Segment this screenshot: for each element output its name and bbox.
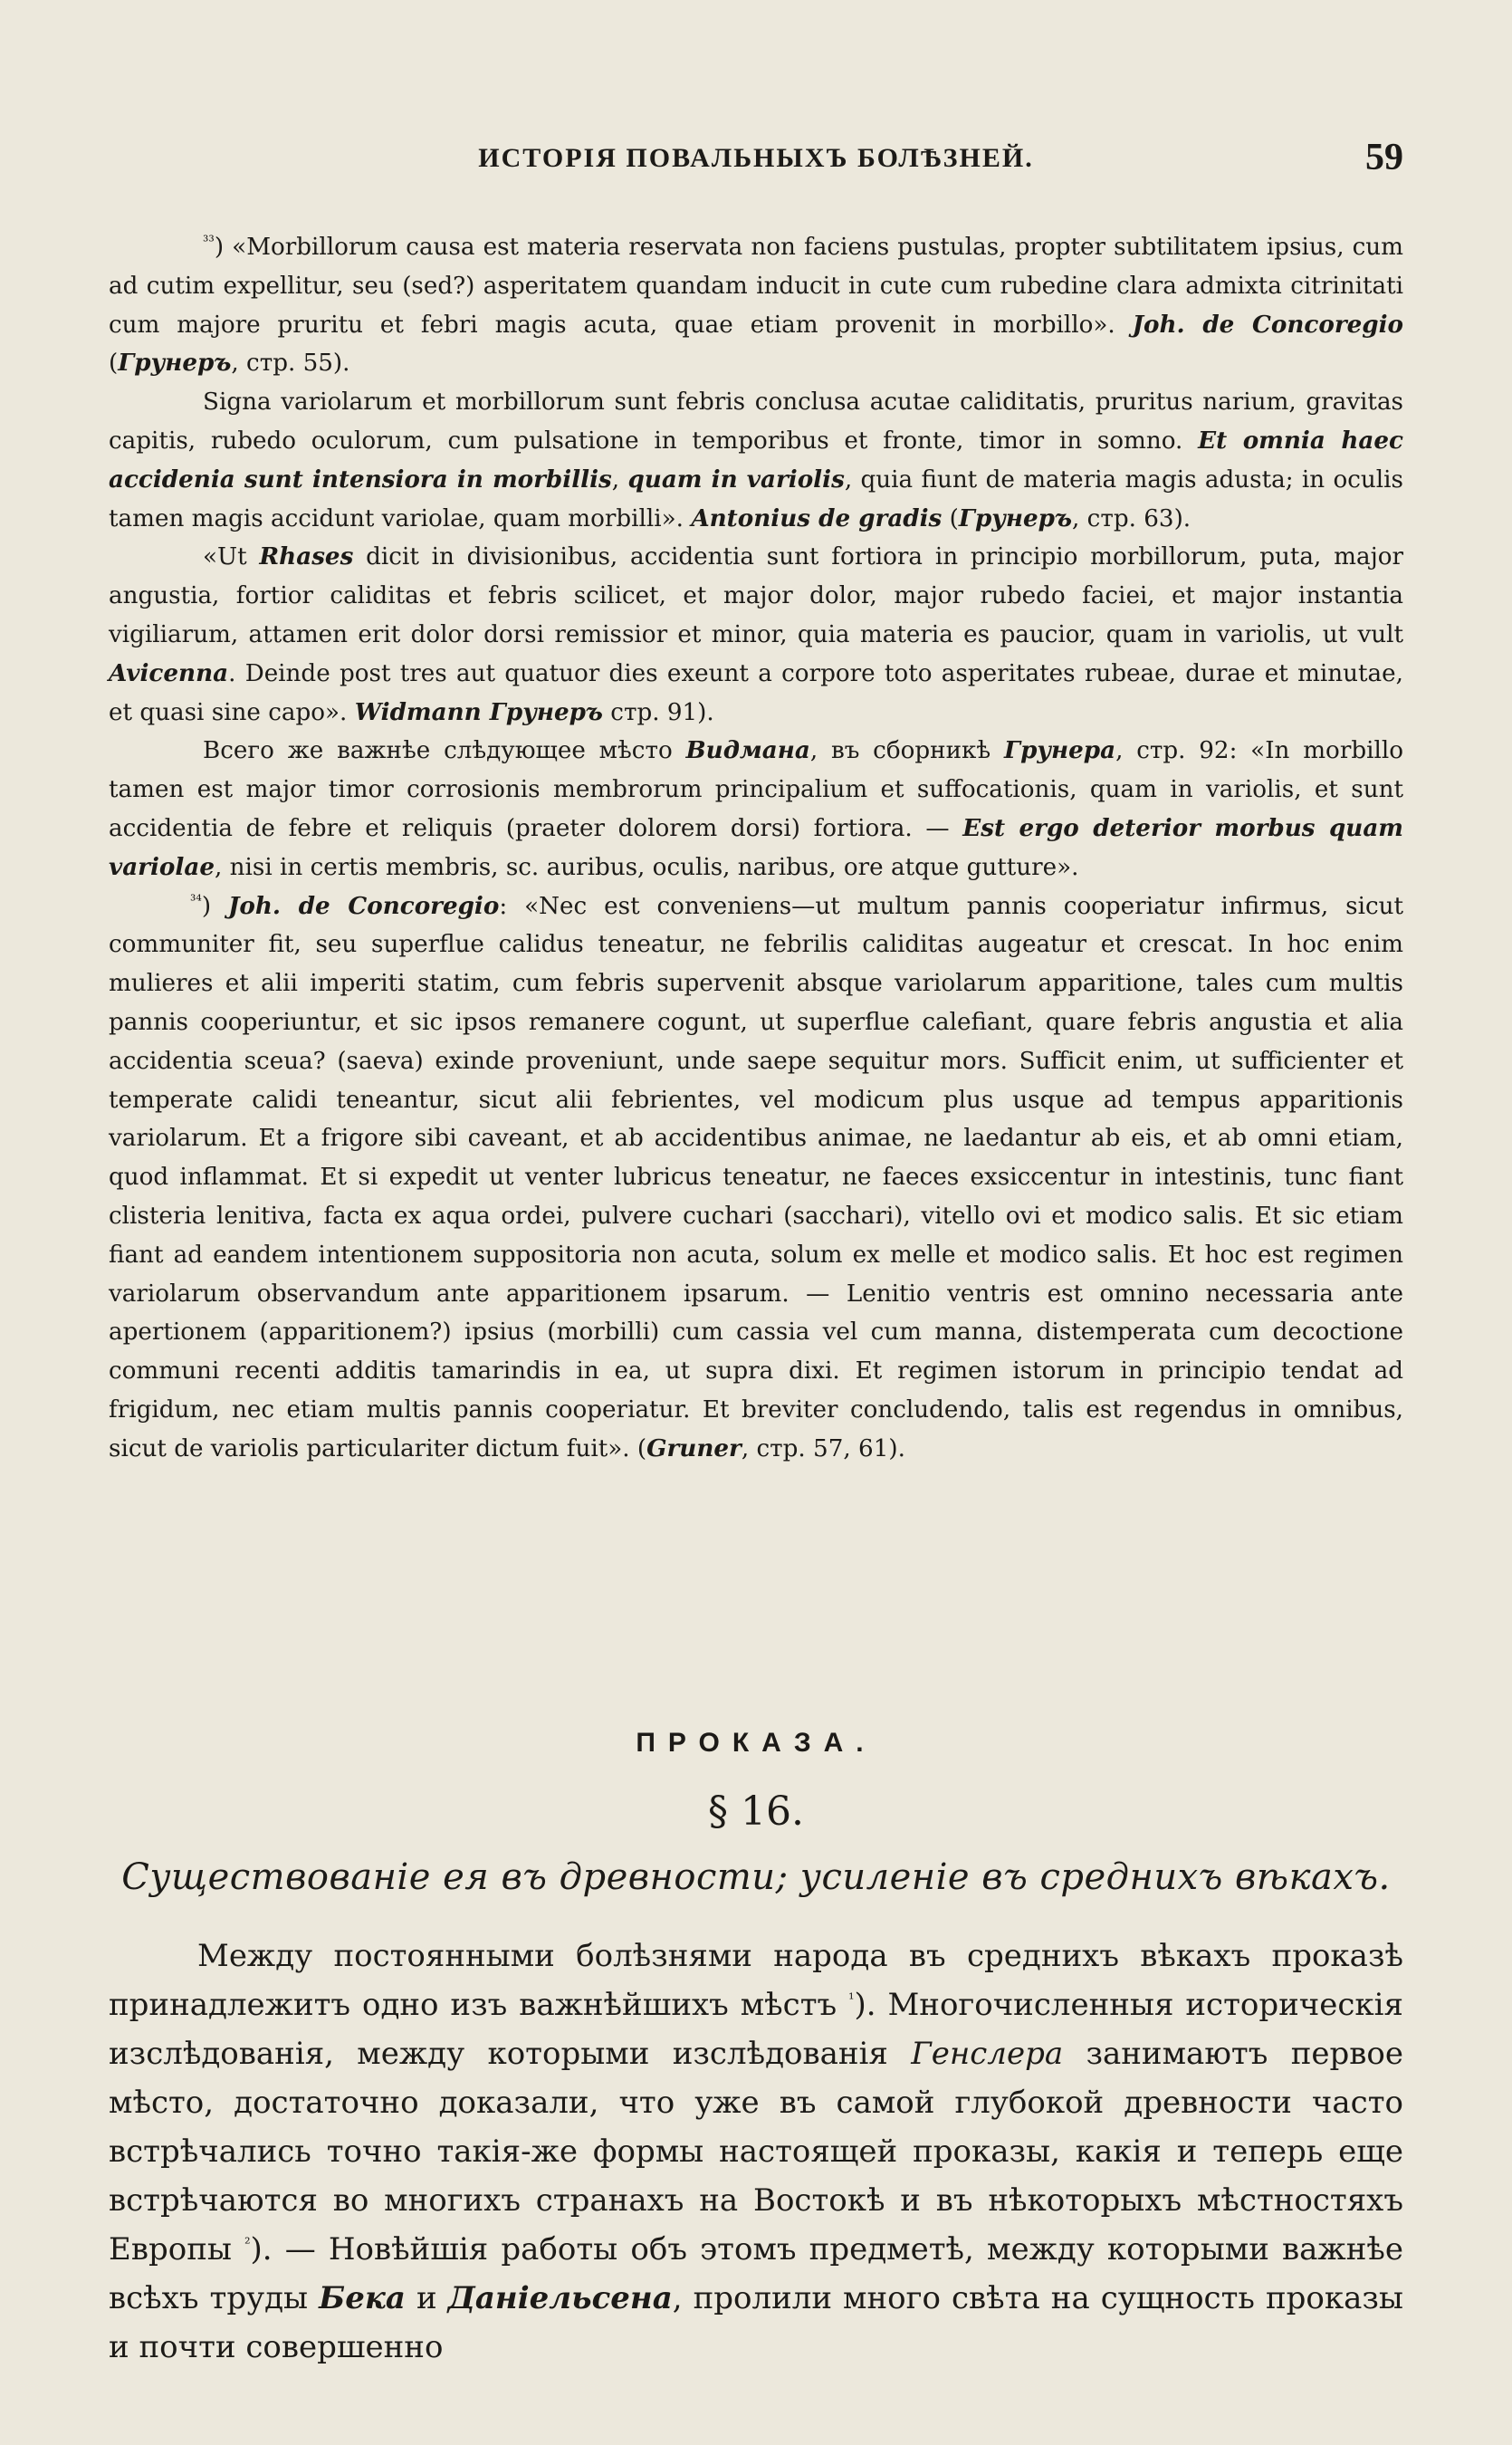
emphasis-bold-italic: Gruner bbox=[646, 1433, 742, 1462]
emphasis-bold-italic: Грунера bbox=[1003, 736, 1116, 765]
emphasis-bold-italic: Avicenna bbox=[109, 658, 229, 687]
emphasis-bold-italic: Et omnia haec accidenia sunt intensiora in morbillis bbox=[109, 426, 1403, 494]
text-run: Всего же важнѣе слѣдующее мѣсто bbox=[203, 737, 686, 765]
footnote-paragraph bbox=[109, 732, 1403, 887]
footnote-ref: ³³ bbox=[203, 232, 215, 250]
emphasis-bold-italic: Rhases bbox=[259, 542, 354, 571]
emphasis-bold-italic: Widmann Грунеръ bbox=[354, 697, 603, 726]
text-run: , стр. 92: «In morbillo tamen est major timor corrosionis membrorum principalium et suffocationis, quam in variolis, et sunt accidentia de febre et reliquis (praeter dolorem dorsi) fortiora. — bbox=[109, 737, 1403, 842]
body-paragraph bbox=[109, 1932, 1403, 2372]
text-run: Signa variolarum et morbillorum sunt febris conclusa acutae caliditatis, pruritus narium, gravitas capitis, rubedo oculorum, cum pulsatione in temporibus et fronte, timor in somno. bbox=[109, 388, 1403, 455]
running-title: ИСТОРІЯ ПОВАЛЬНЫХЪ БОЛѢЗНЕЙ. bbox=[478, 143, 1034, 173]
text-run: . Deinde post tres aut quatuor dies exeunt a corpore toto asperitates rubeae, durae et minutae, et quasi sine capo». bbox=[109, 659, 1403, 726]
emphasis-bold-italic: Грунеръ bbox=[118, 349, 232, 378]
text-run: занимаютъ первое мѣсто, достаточно доказали, что уже въ самой глубокой древности часто встрѣчались точно такія-же формы настоящей проказы, какія и теперь еще встрѣчаются во многихъ странахъ на Востокѣ и въ нѣкоторыхъ мѣстностяхъ Европы bbox=[109, 2036, 1403, 2268]
text-run: ( bbox=[109, 350, 119, 378]
footnote-ref: ² bbox=[244, 2234, 251, 2252]
text-run: dicit in divisionibus, accidentia sunt fortiora in principio morbillorum, puta, major angustia, fortior caliditas et febris scilicet, et major dolor, major rubedo faciei, et major instantia vigiliarum, attamen erit dolor dorsi remissior et minor, quia materia es paucior, quam in variolis, ut vult bbox=[109, 543, 1403, 648]
page-number: 59 bbox=[1365, 137, 1403, 178]
text-run: , въ сборникѣ bbox=[809, 737, 1004, 765]
text-run: «Ut bbox=[203, 543, 260, 571]
text-run: ). Многочисленныя историческія изслѣдованія, между которыми изслѣдованія bbox=[109, 1987, 1403, 2072]
emphasis-bold-italic: Бека bbox=[319, 2280, 406, 2316]
text-run: , bbox=[611, 465, 628, 494]
emphasis-bold-italic: Joh. de Concoregio bbox=[227, 891, 500, 920]
text-run: ). — Новѣйшія работы объ этомъ предметѣ, между которыми важнѣе всѣхъ труды bbox=[109, 2231, 1403, 2316]
footnotes-block bbox=[109, 228, 1403, 1469]
text-run: , nisi in certis membris, sc. auribus, oculis, naribus, ore atque gutture». bbox=[214, 853, 1079, 881]
text-run: , стр. 55). bbox=[231, 350, 350, 378]
footnote-paragraph bbox=[109, 538, 1403, 732]
footnote-paragraph bbox=[109, 228, 1403, 383]
section-number: § 16. bbox=[708, 1788, 804, 1835]
text-run: : «Nec est conveniens—ut multum pannis cooperiatur infirmus, sicut communiter fit, seu superflue calidus teneatur, ne febrilis caliditas augeatur et crescat. In hoc enim mulieres et alii imperiti statim, cum febris supervenit absque variolarum apparitione, tales cum multis pannis cooperiuntur, et sic ipsos remanere cogunt, ut superflue calefiant, quare febris angustia et alia accidentia sceua? (saeva) exinde proveniunt, unde saepe sequitur mors. Sufficit enim, ut sufficienter et temperate calidi teneantur, sicut alii febrientes, vel modicum plus usque ad tempus apparitionis variolarum. Et a frigore sibi caveant, et ab accidentibus animae, ne laedantur ab eis, et ab omni etiam, quod inflammat. Et si expedit ut venter lubricus teneatur, ne faeces exsiccentur in intestinis, tunc fiant clisteria lenitiva, facta ex aqua ordei, pulvere cuchari (sacchari), vitello ovi et modico salis. Et sic etiam fiant ad eandem intentionem suppositoria non acuta, solum ex melle et modico salis. Et hoc est regimen variolarum observandum ante apparitionem ipsarum. — Lenitio ventris est omnino necessaria ante apertionem (apparitionem?) ipsius (morbilli) cum cassia vel cum manna, distemperata cum decoctione communi recenti additis tamarindis in ea, ut supra dixi. Et regimen istorum in principio tendat ad frigidum, nec etiam multis pannis cooperiatur. Et breviter concludendo, talis est regendus in omnibus, sicut de variolis particulariter dictum fuit». ( bbox=[109, 892, 1404, 1462]
emphasis-bold-italic: quam in variolis bbox=[627, 465, 845, 494]
body-text bbox=[109, 1932, 1403, 2372]
text-run: ( bbox=[942, 504, 959, 532]
emphasis-bold-italic: Est ergo deterior morbus quam variolae bbox=[109, 813, 1404, 881]
footnote-ref: ¹ bbox=[848, 1990, 855, 2008]
emphasis-bold-italic: Даніельсена bbox=[447, 2280, 673, 2316]
text-run: ) bbox=[201, 892, 228, 920]
text-run: Между постоянными болѣзнями народа въ среднихъ вѣкахъ проказѣ принадлежитъ одно изъ важнѣйшихъ мѣстъ bbox=[109, 1938, 1403, 2023]
text-run: , quia fiunt de materia magis adusta; in oculis tamen magis accidunt variolae, quam morbilli». bbox=[109, 465, 1403, 532]
footnote-ref: ³⁴ bbox=[190, 890, 202, 908]
text-run: , стр. 57, 61). bbox=[741, 1434, 905, 1462]
footnote-paragraph bbox=[109, 383, 1403, 538]
footnote-paragraph bbox=[109, 887, 1403, 1469]
text-run: ) «Morbillorum causa est materia reservata non faciens pustulas, propter subtilitatem ipsius, cum ad cutim expellitur, seu (sed?) asperitatem quandam inducit in cute cum rubedine clara admixta citrinitati cum majore pruritu et febri magis acuta, quae etiam provenit in morbillo». bbox=[109, 234, 1403, 339]
text-run: стр. 91). bbox=[602, 698, 714, 726]
emphasis-bold-italic: Грунеръ bbox=[958, 503, 1073, 532]
emphasis-bold-italic: Видмана bbox=[685, 736, 810, 765]
text-run: и bbox=[405, 2280, 448, 2316]
emphasis-bold-italic: Antonius de gradis bbox=[691, 503, 943, 532]
page-header bbox=[109, 136, 1403, 190]
section-subtitle: Существованіе ея въ древности; усиленіе въ среднихъ вѣкахъ. bbox=[121, 1856, 1391, 1898]
emphasis-bold-italic: Joh. de Concoregio bbox=[1132, 310, 1404, 339]
emphasis-italic: Генслера bbox=[911, 2036, 1064, 2072]
text-run: , пролили много свѣта на сущность проказы и почти совершенно bbox=[109, 2280, 1403, 2365]
text-run: , стр. 63). bbox=[1072, 504, 1191, 532]
section-title: ПРОКАЗА. bbox=[636, 1728, 876, 1758]
